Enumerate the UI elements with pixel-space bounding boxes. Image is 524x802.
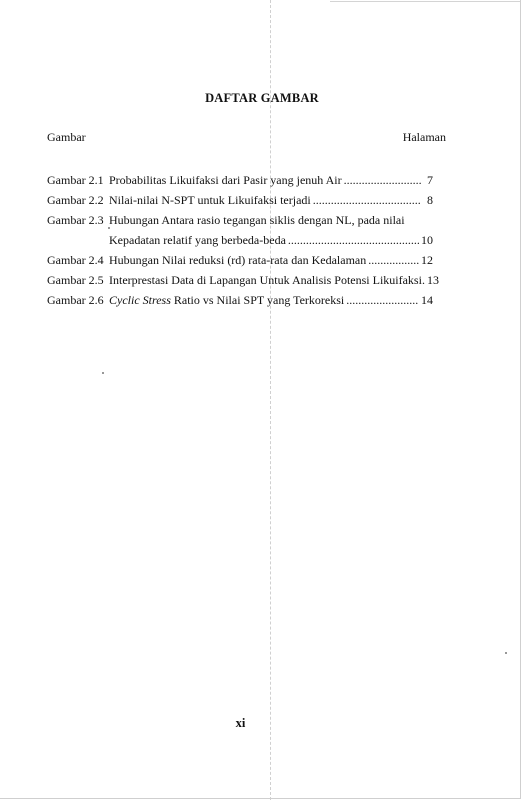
figure-number: Gambar 2.5 [47,273,104,287]
scan-speck [108,227,110,229]
dot-leader [313,193,421,208]
dot-leader [288,233,419,248]
figure-number: Gambar 2.4 [47,253,104,267]
column-header-page: Halaman [402,130,446,144]
figure-number: Gambar 2.2 [47,193,104,207]
dot-leader [344,173,421,188]
figure-page: 10 [421,233,433,247]
figure-caption-italic: Cyclic Stress [109,293,171,307]
scan-speck [102,372,104,374]
figure-page: 7 [427,173,433,187]
figure-number: Gambar 2.1 [47,173,104,187]
dot-leader [346,293,419,308]
scan-fold-line [270,0,271,800]
figure-page: 12 [421,253,433,267]
column-header-figure: Gambar [47,130,86,144]
figure-caption: Interprestasi Data di Lapangan Untuk Analisis Potensi Likuifaksi. [109,273,425,287]
figure-caption: Nilai-nilai N-SPT untuk Likuifaksi terjadi [109,193,311,207]
dot-leader [368,253,419,268]
figure-caption [109,293,344,308]
figure-number: Gambar 2.6 [47,293,104,307]
scan-speck [505,652,507,654]
figure-caption-line-2: Kepadatan relatif yang berbeda-beda [109,233,286,247]
figure-page: 8 [427,193,433,207]
figure-caption-rest: Ratio vs Nilai SPT yang Terkoreksi [170,293,345,307]
page-number: xi [235,716,246,730]
top-rule [330,1,520,2]
figure-number: Gambar 2.3 [47,213,104,227]
figure-caption: Probabilitas Likuifaksi dari Pasir yang jenuh Air [109,173,342,187]
figure-caption-line-1: Hubungan Antara rasio tegangan siklis dengan NL, pada nilai [109,213,405,227]
figure-caption: Hubungan Nilai reduksi (rd) rata-rata dan Kedalaman [109,253,367,267]
page-title: DAFTAR GAMBAR [205,91,319,105]
figure-page: 13 [426,273,439,287]
figure-page: 14 [421,293,433,307]
